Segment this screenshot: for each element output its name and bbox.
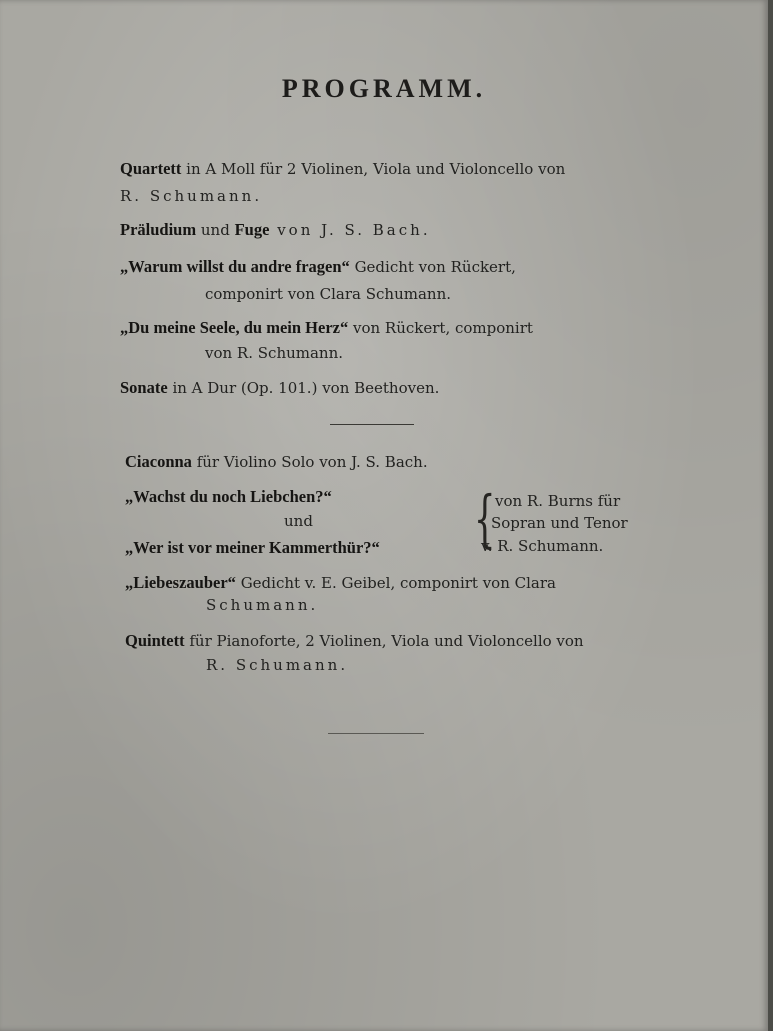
work-description: in A Dur (Op. 101.) von Beethoven.: [167, 379, 440, 397]
duet-credit-1: von R. Burns für: [495, 492, 621, 510]
work-description: in A Moll für 2 Violinen, Viola und Violoncello von: [181, 160, 566, 178]
work-description: für Violino Solo von J. S. Bach.: [191, 453, 428, 471]
work-title: Fuge: [234, 220, 270, 239]
work-description: von J. S. Bach.: [269, 221, 431, 239]
work-title: Quartett: [120, 159, 182, 178]
work-description: Gedicht v. E. Geibel, componirt von Clara: [235, 574, 556, 592]
page-title: PROGRAMM.: [281, 74, 487, 103]
conjunction: und: [196, 221, 235, 239]
programme-item-ciaconna: [125, 454, 428, 471]
work-title: Sonate: [120, 378, 168, 397]
composer-line: R. Schumann.: [206, 656, 349, 674]
work-description: Gedicht von Rückert,: [349, 258, 516, 276]
work-title: Ciaconna: [125, 452, 192, 471]
work-title: „Warum willst du andre fragen“: [120, 257, 350, 276]
programme-item-praeludium: [120, 222, 431, 239]
programme-item-sonate: [120, 380, 439, 397]
work-description: von Rückert, componirt: [348, 319, 533, 337]
work-title: Quintett: [125, 631, 185, 650]
composer-line: componirt von Clara Schumann.: [205, 285, 451, 303]
work-title: „Du meine Seele, du mein Herz“: [120, 318, 349, 337]
closing-divider: [328, 733, 424, 734]
work-title: „Liebeszauber“: [125, 573, 236, 592]
composer-line: von R. Schumann.: [205, 344, 344, 362]
programme-item-quintett: [125, 633, 584, 650]
duet-song-1: „Wachst du noch Liebchen?“: [125, 487, 332, 506]
brace-icon: {: [473, 482, 496, 555]
composer-line: Schumann.: [206, 596, 319, 614]
duet-conjunction: und: [284, 512, 313, 530]
programme-item-quartett: [120, 161, 565, 178]
programme-item-liebeszauber: [125, 575, 556, 592]
work-title: Präludium: [120, 220, 197, 239]
duet-credit-3: v. R. Schumann.: [481, 537, 604, 555]
duet-song-2: „Wer ist vor meiner Kammerthür?“: [125, 538, 380, 557]
programme-item-warum: [120, 259, 516, 276]
composer-line: R. Schumann.: [120, 187, 263, 205]
work-description: für Pianoforte, 2 Violinen, Viola und Violoncello von: [184, 632, 584, 650]
section-divider: [330, 424, 414, 425]
programme-item-seele: [120, 320, 533, 337]
duet-credit-2: Sopran und Tenor: [491, 514, 628, 532]
